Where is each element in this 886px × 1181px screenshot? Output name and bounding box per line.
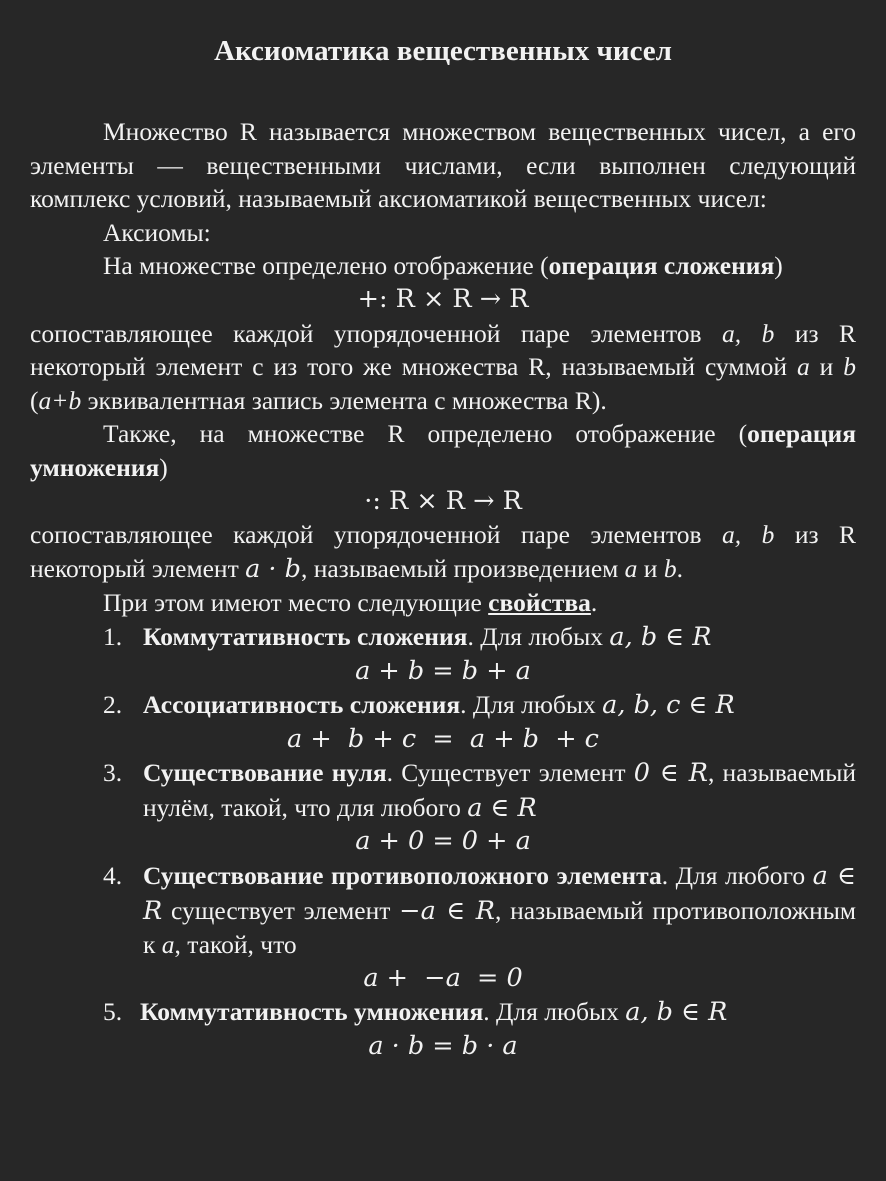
page-title: Аксиоматика вещественных чисел — [214, 35, 672, 67]
property-item-2 — [30, 688, 856, 723]
intro-paragraph: Множество R называется множеством вещественных чисел, а его элементы — вещественными числами, если выполнен следующий комплекс условий, называемый аксиоматикой вещественных чисел: — [30, 117, 856, 214]
multiplication-term: операция умножения — [30, 419, 856, 482]
property-name: Коммутативность сложения — [143, 621, 468, 651]
property-name: Коммутативность умножения — [140, 997, 484, 1027]
property-item-3 — [30, 756, 856, 825]
properties-intro: При этом имеют место следующие свойства. — [103, 588, 598, 618]
addition-description: сопоставляющее каждой упорядоченной паре элементов a, b из R некоторый элемент с из того же множества R, называемый суммой a и b (a+b эквивалентная запись элемента с множества R). — [30, 318, 856, 415]
property-number: 3. — [103, 758, 123, 788]
addition-term: операция сложения — [548, 251, 775, 281]
property-text: Существование противоположного элемента. Для любого a ∈ R существует элемент −a ∈ R, называемый противоположным к a, такой, что — [143, 861, 857, 960]
property-formula-2: a + b + c = a + b + c — [287, 723, 599, 754]
property-name: Существование нуля — [143, 758, 387, 788]
multiplication-description: сопоставляющее каждой упорядоченной паре элементов a, b из R некоторый элемент a · b, называемый произведением a и b. — [30, 520, 856, 584]
addition-definition: На множестве определено отображение (операция сложения) — [103, 251, 783, 281]
property-formula-3: a + 0 = 0 + a — [355, 826, 531, 857]
multiplication-definition: Также, на множестве R определено отображение (операция умножения) — [30, 419, 856, 482]
property-number: 5. — [103, 997, 123, 1027]
property-number: 1. — [103, 621, 123, 651]
property-formula-1: a + b = b + a — [355, 655, 531, 686]
property-number: 2. — [103, 690, 123, 720]
property-item-4 — [30, 859, 856, 962]
addition-formula: +: R × R → R — [357, 283, 529, 314]
property-text: Коммутативность умножения. Для любых a, b ∈ R — [140, 997, 728, 1028]
properties-link: свойства — [488, 588, 591, 618]
property-name: Существование противоположного элемента — [143, 861, 662, 891]
axioms-label: Аксиомы: — [103, 217, 211, 247]
multiplication-formula: ·: R × R → R — [364, 485, 522, 516]
property-item-5 — [30, 995, 856, 1030]
property-text: Коммутативность сложения. Для любых a, b ∈ R — [143, 621, 712, 652]
property-formula-4: a + −a = 0 — [363, 962, 523, 993]
property-number: 4. — [103, 861, 123, 891]
property-item-1 — [30, 620, 856, 655]
property-name: Ассоциативность сложения — [143, 690, 461, 720]
property-text: Ассоциативность сложения. Для любых a, b, c ∈ R — [143, 690, 735, 721]
property-text: Существование нуля. Существует элемент 0 ∈ R, называемый нулём, такой, что для любого a ∈ R — [143, 758, 856, 823]
property-formula-5: a · b = b · a — [368, 1031, 518, 1062]
